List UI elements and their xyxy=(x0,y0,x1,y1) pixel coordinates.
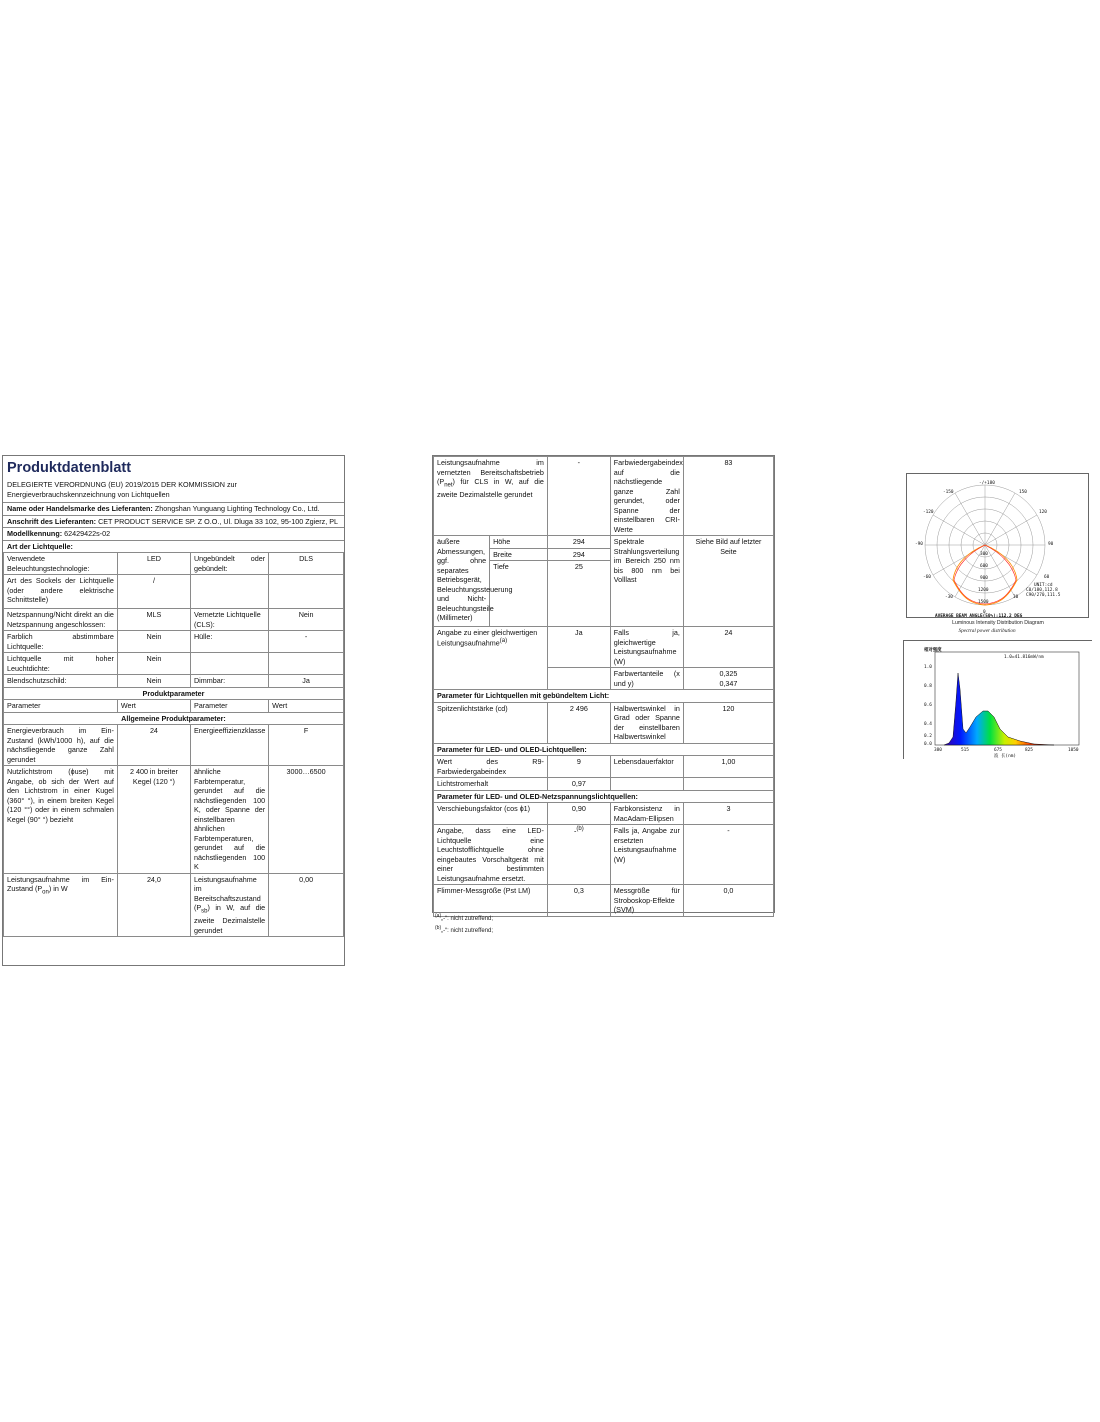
param-value: 9 xyxy=(547,756,610,778)
c90-label: C90/270,111.5 xyxy=(1026,593,1061,598)
param-value: 0,90 xyxy=(547,803,610,825)
table-row xyxy=(4,553,344,575)
dim-height-label: Höhe xyxy=(490,536,548,549)
column-header: Parameter xyxy=(190,700,268,713)
param-label: Spitzenlichtstärke (cd) xyxy=(434,702,548,743)
param-label: Verschiebungsfaktor (cos ɸ1) xyxy=(434,803,548,825)
param-label: Leistungsaufnahme im vernetzten Bereitschaftsbetrieb $(P_{net})$ für CLS in W, auf die zweite Dezimalstelle gerundet xyxy=(434,457,548,536)
param-label: Angabe zu einer gleichwertigen Leistungsaufnahme$^{(a)}$ xyxy=(434,627,548,690)
supplier-name-label: Name oder Handelsmarke des Lieferanten: xyxy=(7,504,153,514)
param-label: Wert des R9-Farbwiedergabeindex xyxy=(434,756,548,778)
angle-label: 120 xyxy=(1039,510,1047,515)
angle-label: -150 xyxy=(943,490,954,495)
dim-height-value: 294 xyxy=(547,536,610,549)
param-label: Ungebündelt oder gebündelt: xyxy=(190,553,268,575)
table-row xyxy=(434,885,774,917)
param-label: Lebensdauerfaktor xyxy=(610,756,683,778)
section-heading-row xyxy=(4,687,344,700)
table-row xyxy=(434,778,774,791)
spectral-label: Spektrale Strahlungsverteilung im Bereich 250 nm bis 800 nm bei Volllast xyxy=(610,536,683,627)
table-row xyxy=(4,766,344,874)
y-tick: 0.8 xyxy=(924,684,932,689)
param-value: - xyxy=(547,457,610,536)
dim-width-value: 294 xyxy=(547,548,610,561)
y-tick: 0.4 xyxy=(924,722,932,727)
ring-label: 900 xyxy=(980,576,988,581)
model-row xyxy=(3,527,344,540)
page-title: Produktdatenblatt xyxy=(7,460,132,476)
y-tick: 0.6 xyxy=(924,703,932,708)
luminous-intensity-diagram xyxy=(906,473,1089,618)
table-row xyxy=(4,675,344,688)
x-tick: 1050 xyxy=(1068,748,1079,753)
param-value: 0,0 xyxy=(683,885,773,917)
angle-label: 150 xyxy=(1019,490,1027,495)
supplier-address-row xyxy=(3,515,344,528)
param-value: 0,3 xyxy=(547,885,610,917)
dim-depth-value: 25 xyxy=(547,561,610,627)
param-value: - xyxy=(269,631,344,653)
y-tick: 0.0 xyxy=(924,742,932,747)
param-label: Messgröße für Stroboskop-Effekte (SVM) xyxy=(610,885,683,917)
param-value: 0,325 0,347 xyxy=(683,668,773,690)
param-label: Farbwertanteile (x und y) xyxy=(610,668,683,690)
param-value: 2 400 in breiter Kegel (120 °) xyxy=(117,766,190,874)
param-value: 3 xyxy=(683,803,773,825)
caption-luminous: Luminous Intensity Distribution Diagram xyxy=(952,620,1044,626)
param-value: 120 xyxy=(683,702,773,743)
ring-label: 300 xyxy=(980,552,988,557)
left-params-table xyxy=(3,552,344,937)
param-value: 24 xyxy=(117,725,190,766)
table-row xyxy=(434,756,774,778)
param-label: Energieeffizienzklasse xyxy=(190,725,268,766)
supplier-name: Zhongshan Yunguang Lighting Technology Co., Ltd. xyxy=(154,504,320,514)
spectral-distribution-chart xyxy=(903,640,1092,759)
angle-label: 90 xyxy=(1048,542,1054,547)
param-label: Nutzlichtstrom (ɸuse) mit Angabe, ob sich der Wert auf den Lichtstrom in einer Kugel (360° °), in einem breiten Kegel (120 °°) oder in einem schmalen Kegel (90° °) bezieht xyxy=(4,766,118,874)
model-id: 62429422s-02 xyxy=(64,529,111,539)
param-value xyxy=(269,653,344,675)
x-tick: 380 xyxy=(934,748,942,753)
x-tick: 825 xyxy=(1025,748,1033,753)
param-label: Leistungsaufnahme im Ein-Zustand $(P_{on})$ in W xyxy=(4,873,118,937)
table-row xyxy=(4,631,344,653)
dimensions-label: äußere Abmessungen, ggf. ohne separates Betriebsgerät, Beleuchtungssteuerung und Nicht-Beleuchtungsteile (Millimeter) xyxy=(434,536,490,627)
param-value: 0,97 xyxy=(547,778,610,791)
param-label xyxy=(190,653,268,675)
param-value: Nein xyxy=(269,609,344,631)
column-header: Wert xyxy=(117,700,190,713)
unit-label: UNIT:cd xyxy=(1034,583,1053,588)
param-value: - xyxy=(683,825,773,885)
param-label: Blendschutzschild: xyxy=(4,675,118,688)
param-label: Angabe, dass eine LED-Lichtquelle eine Leuchtstofflichtquelle ohne eingebautes Vorschaltgerät mit einer bestimmten Leistungsaufnahme ersetzt. xyxy=(434,825,548,885)
x-tick: 675 xyxy=(994,748,1002,753)
param-value: Ja xyxy=(269,675,344,688)
param-value: DLS xyxy=(269,553,344,575)
ring-label: 1500 xyxy=(978,600,989,605)
beam-angle-label: AVERAGE BEAM ANGLE(50%):112.2 DEG xyxy=(935,614,1023,619)
ring-label: 600 xyxy=(980,564,988,569)
footnote-b: $^{(b)}$„-“: nicht zutreffend; xyxy=(435,925,494,934)
param-value: 2 496 xyxy=(547,702,610,743)
param-label: Verwendete Beleuchtungstechnologie: xyxy=(4,553,118,575)
supplier-address: CET PRODUCT SERVICE SP. Z O.O., Ul. Dluga 33 102, 95-100 Zgierz, PL xyxy=(98,516,339,526)
param-value: MLS xyxy=(117,609,190,631)
caption-spectral: Spectral power distribution xyxy=(958,628,1016,634)
param-value: 1,00 xyxy=(683,756,773,778)
supplier-name-row xyxy=(3,502,344,515)
param-value: / xyxy=(117,575,190,609)
param-label: Flimmer-Messgröße (Pst LM) xyxy=(434,885,548,917)
table-header-row xyxy=(4,700,344,713)
angle-label: -/+180 xyxy=(979,481,995,486)
table-row xyxy=(4,653,344,675)
table-row xyxy=(434,825,774,885)
mid-params-table xyxy=(433,456,774,917)
led-mains-heading: Parameter für LED- und OLED-Netzspannungslichtquellen: xyxy=(434,790,774,803)
product-params-heading: Produktparameter xyxy=(4,687,344,700)
param-value: 24,0 xyxy=(117,873,190,937)
column-header: Wert xyxy=(269,700,344,713)
param-value: Nein xyxy=(117,653,190,675)
section-heading-row xyxy=(434,690,774,703)
x-axis-label: 波 长(nm) xyxy=(994,754,1016,759)
y-tick: 1.0 xyxy=(924,665,932,670)
param-label: Dimmbar: xyxy=(190,675,268,688)
table-row xyxy=(4,575,344,609)
column-header: Parameter xyxy=(4,700,118,713)
table-row xyxy=(4,609,344,631)
light-source-type-heading: Art der Lichtquelle: xyxy=(3,540,344,553)
table-row xyxy=(434,627,774,668)
param-value: Nein xyxy=(117,675,190,688)
param-value: 0,00 xyxy=(269,873,344,937)
table-row xyxy=(4,873,344,937)
table-row xyxy=(4,725,344,766)
angle-label: 0 xyxy=(983,610,986,615)
section-heading-row xyxy=(434,790,774,803)
angle-label: -90 xyxy=(915,542,923,547)
param-label: Hülle: xyxy=(190,631,268,653)
param-value: 83 xyxy=(683,457,773,536)
product-datasheet-left xyxy=(2,455,345,966)
param-value: Nein xyxy=(117,631,190,653)
param-label: Falls ja, Angabe zur ersetzten Leistungsaufnahme (W) xyxy=(610,825,683,885)
directional-heading: Parameter für Lichtquellen mit gebündeltem Licht: xyxy=(434,690,774,703)
spectrum-title: 1.0=41.816mW/nm xyxy=(1004,655,1044,660)
table-row xyxy=(434,702,774,743)
angle-label: -30 xyxy=(945,595,953,600)
param-label: Leistungsaufnahme im Bereitschaftszustand $(P_{sb})$ in W, auf die zweite Dezimalstelle gerundet xyxy=(190,873,268,937)
section-heading-row xyxy=(434,743,774,756)
polar-plot xyxy=(907,474,1090,619)
param-value: LED xyxy=(117,553,190,575)
table-row xyxy=(434,803,774,825)
param-label xyxy=(190,575,268,609)
param-label: Lichtstromerhalt xyxy=(434,778,548,791)
angle-label: -120 xyxy=(923,510,934,515)
param-value xyxy=(269,575,344,609)
param-value: F xyxy=(269,725,344,766)
param-label: Halbwertswinkel in Grad oder Spanne der einstellbaren Halbwertswinkel xyxy=(610,702,683,743)
spectrum-plot xyxy=(904,641,1093,760)
angle-label: 30 xyxy=(1013,595,1019,600)
param-label: Falls ja, gleichwertige Leistungsaufnahme (W) xyxy=(610,627,683,668)
supplier-address-label: Anschrift des Lieferanten: xyxy=(7,516,97,526)
param-value: -$^{(b)}$ xyxy=(547,825,610,885)
param-value: Ja xyxy=(547,627,610,668)
param-value: 24 xyxy=(683,627,773,668)
led-oled-heading: Parameter für LED- und OLED-Lichtquellen: xyxy=(434,743,774,756)
param-label: Lichtquelle mit hoher Leuchtdichte: xyxy=(4,653,118,675)
model-label: Modellkennung: xyxy=(7,529,63,539)
table-row xyxy=(434,457,774,536)
spectrum-ylabel: 相对强度 xyxy=(924,648,942,653)
param-label: Farbkonsistenz in MacAdam-Ellipsen xyxy=(610,803,683,825)
product-datasheet-middle xyxy=(432,455,775,913)
dim-width-label: Breite xyxy=(490,548,548,561)
general-params-heading: Allgemeine Produktparameter: xyxy=(4,712,344,725)
table-row xyxy=(434,536,774,549)
angle-label: -60 xyxy=(923,575,931,580)
x-tick: 515 xyxy=(961,748,969,753)
param-label: ähnliche Farbtemperatur, gerundet auf die nächstliegenden 100 K, oder Spanne der einstellbaren ähnlichen Farbtemperaturen, gerundet auf die nächstliegenden 100 K xyxy=(190,766,268,874)
y-tick: 0.2 xyxy=(924,734,932,739)
param-label: Energieverbrauch im Ein-Zustand (kWh/1000 h), auf die nächstliegende ganze Zahl gerundet xyxy=(4,725,118,766)
param-label: Art des Sockels der Lichtquelle (oder andere elektrische Schnittstelle) xyxy=(4,575,118,609)
param-label: Farbwiedergabeindex auf die nächstliegende ganze Zahl gerundet, oder Spanne der einstellbaren CRI-Werte xyxy=(610,457,683,536)
spectral-value: Siehe Bild auf letzter Seite xyxy=(683,536,773,627)
section-heading-row xyxy=(4,712,344,725)
regulation-text: DELEGIERTE VERORDNUNG (EU) 2019/2015 DER KOMMISSION zur Energieverbrauchskennzeichnung von Lichtquellen xyxy=(7,480,237,499)
footnote-a: $^{(a)}$„-“: nicht zutreffend; xyxy=(435,913,494,922)
angle-label: 60 xyxy=(1044,575,1050,580)
dim-depth-label: Tiefe xyxy=(490,561,548,627)
c0-label: C0/180,112.8 xyxy=(1026,588,1058,593)
param-label: Farblich abstimmbare Lichtquelle: xyxy=(4,631,118,653)
param-label: Netzspannung/Nicht direkt an die Netzspannung angeschlossen: xyxy=(4,609,118,631)
ring-label: 1200 xyxy=(978,588,989,593)
param-label: Vernetzte Lichtquelle (CLS): xyxy=(190,609,268,631)
param-value: 3000…6500 xyxy=(269,766,344,874)
